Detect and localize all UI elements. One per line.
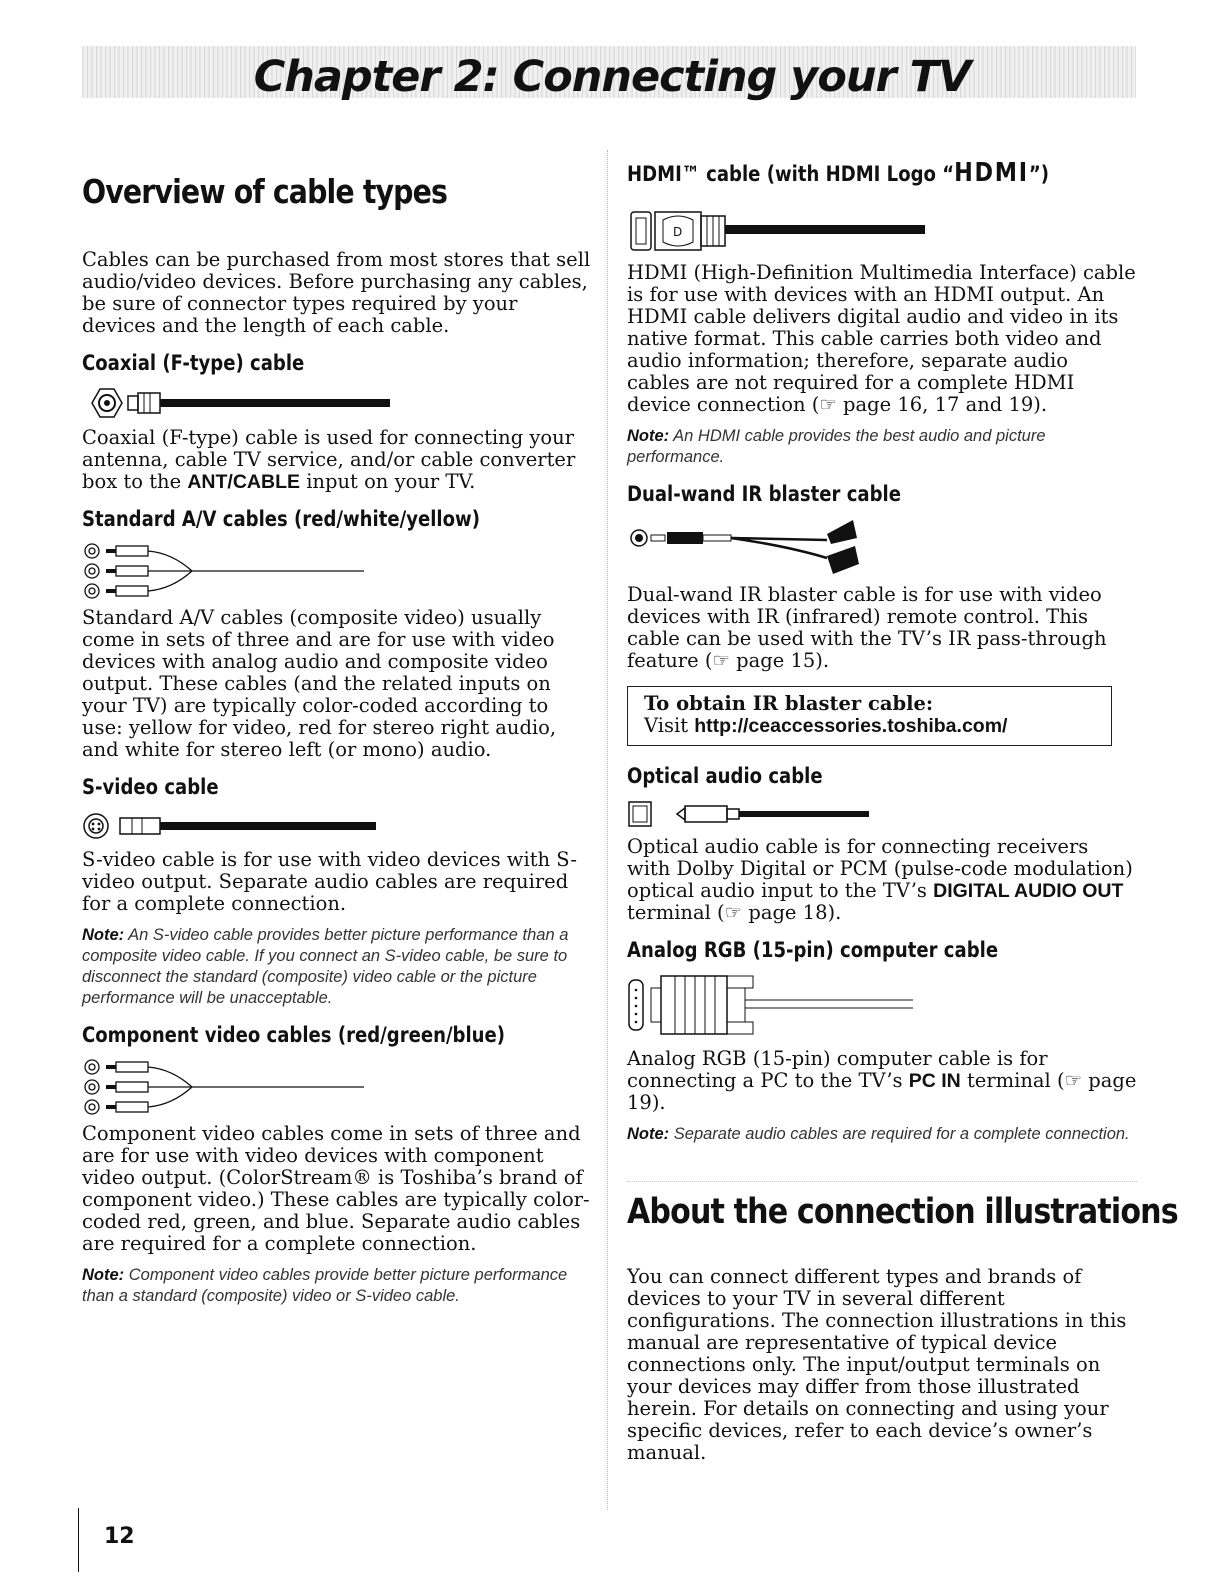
rgb-cable-icon bbox=[627, 972, 947, 1042]
svg-text:D: D bbox=[673, 225, 683, 239]
optical-cable-icon bbox=[627, 798, 947, 830]
right-column bbox=[627, 150, 1178, 1474]
hdmi-text: HDMI (High-Definition Multimedia Interface) cable is for use with devices with an HDMI output. An HDMI cable delivers digital audio and video in its native format. This cable carries both video and audio information; therefore, separate audio cables are not required for a complete HDMI device connection (☞ page 16, 17 and 19). bbox=[627, 261, 1136, 416]
rgb-heading: Analog RGB (15-pin) computer cable bbox=[627, 938, 999, 962]
optical-heading: Optical audio cable bbox=[627, 764, 823, 788]
about-title: About the connection illustrations bbox=[627, 1192, 1178, 1232]
component-text: Component video cables come in sets of three and are for use with video devices with component video output. (ColorStream® is Toshiba’s brand of component video.) These cables are typically color-coded red, green, and blue. Separate audio cables are required for a complete connection. bbox=[82, 1122, 590, 1255]
rgb-note: Note: Separate audio cables are required for a complete connection. bbox=[627, 1125, 1130, 1143]
svideo-text: S-video cable is for use with video devices with S-video output. Separate audio cables are required for a complete connection. bbox=[82, 848, 577, 915]
hdmi-logo: HDMI bbox=[954, 158, 1029, 188]
hdmi-cable-icon bbox=[627, 206, 947, 256]
about-text: You can connect different types and brands of devices to your TV in several different configurations. The connection illustrations in this manual are representative of typical device connections only. The input/output terminals on your devices may differ from those illustrated herein. For details on connecting and using your specific devices, refer to each device’s owner’s manual. bbox=[627, 1265, 1127, 1464]
av-heading: Standard A/V cables (red/white/yellow) bbox=[82, 507, 480, 531]
av-cables-icon bbox=[82, 541, 402, 601]
rgb-text: Analog RGB (15-pin) computer cable is for connecting a PC to the TV’s PC IN terminal (☞ page 19). bbox=[627, 1047, 1137, 1114]
av-text: Standard A/V cables (composite video) usually come in sets of three and are for use with video devices with analog audio and composite video output. These cables (and the related inputs on your TV) are typically color-coded according to use: yellow for video, red for stereo right audio, and white for stereo left (or mono) audio. bbox=[82, 606, 557, 761]
coaxial-cable-icon bbox=[82, 385, 402, 421]
hdmi-heading: HDMI™ cable (with HDMI Logo “HDMI”) bbox=[627, 158, 1049, 188]
coaxial-text: Coaxial (F-type) cable is used for connecting your antenna, cable TV service, and/or cable converter box to the ANT/CABLE input on your TV. bbox=[82, 426, 576, 493]
coaxial-heading: Coaxial (F-type) cable bbox=[82, 351, 305, 375]
ir-blaster-cable-icon bbox=[627, 516, 947, 578]
page-number: 12 bbox=[104, 1524, 135, 1549]
ir-box-title: To obtain IR blaster cable: bbox=[644, 692, 934, 715]
chapter-title: Chapter 2: Connecting your TV bbox=[253, 52, 971, 102]
section-title: Overview of cable types bbox=[82, 172, 448, 211]
ir-text: Dual-wand IR blaster cable is for use with video devices with IR (infrared) remote control. This cable can be used with the TV’s IR pass-through feature (☞ page 15). bbox=[627, 583, 1107, 672]
about-section bbox=[627, 1181, 1178, 1464]
ir-box-visit: Visit http://ceaccessories.toshiba.com/ bbox=[644, 714, 1008, 737]
ir-info-box bbox=[627, 686, 1112, 746]
column-divider bbox=[607, 150, 608, 1510]
ir-heading: Dual-wand IR blaster cable bbox=[627, 482, 901, 506]
svideo-cable-icon bbox=[82, 809, 402, 843]
optical-text: Optical audio cable is for connecting receivers with Dolby Digital or PCM (pulse-code modulation) optical audio input to the TV’s DIGITAL AUDIO OUT terminal (☞ page 18). bbox=[627, 835, 1133, 924]
left-column bbox=[82, 150, 592, 1317]
svideo-note: Note: An S-video cable provides better picture performance than a composite video cable. If you connect an S-video cable, be sure to disconnect the standard (composite) video cable or the picture performance will be unacceptable. bbox=[82, 926, 569, 1007]
component-cables-icon bbox=[82, 1057, 402, 1117]
intro-text: Cables can be purchased from most stores that sell audio/video devices. Before purchasing any cables, be sure of connector types required by your devices and the length of each cable. bbox=[82, 248, 591, 337]
page-number-bar bbox=[78, 1508, 79, 1572]
hdmi-note: Note: An HDMI cable provides the best audio and picture performance. bbox=[627, 427, 1046, 466]
toshiba-url-link[interactable]: http://ceaccessories.toshiba.com/ bbox=[694, 715, 1008, 737]
svideo-heading: S-video cable bbox=[82, 775, 219, 799]
component-heading: Component video cables (red/green/blue) bbox=[82, 1023, 506, 1047]
component-note: Note: Component video cables provide better picture performance than a standard (composite) video or S-video cable. bbox=[82, 1266, 568, 1305]
